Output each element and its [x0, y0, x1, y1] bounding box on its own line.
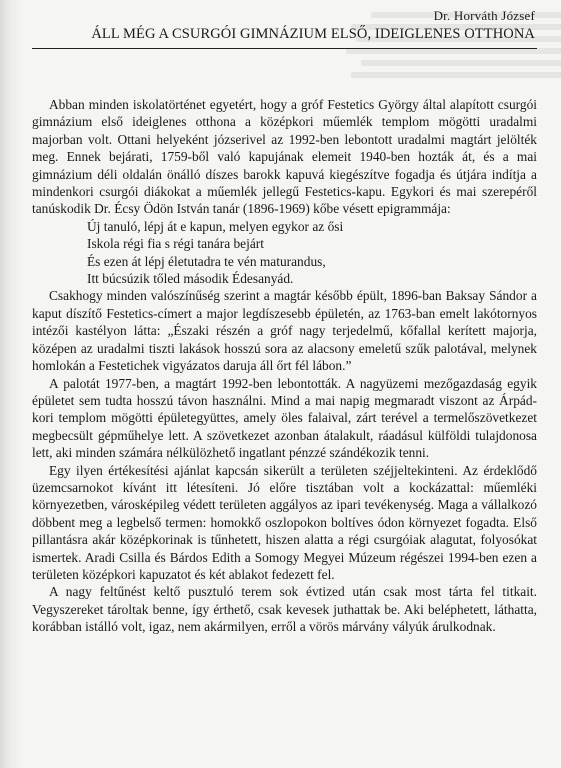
article-header — [30, 8, 535, 43]
paragraph: Abban minden iskolatörténet egyetért, hogy a gróf Festetics György által alapított csurgói gimnázium első ideiglenes otthona a középkori műemlék templom mögötti uradalmi majorban volt. Ottani helyeként józserivel az 1992-ben lebontott uradalmi magtárt jelölték meg. Ennek bejárati, 1759-ből való kapujának elemeit 1940-ben hozták át, és a mai gimnázium déli oldalán önálló díszes barokk kapuvá kiegészítve fogadja és útjára indítja a mindenkori csurgói diákokat a műemlék jellegű Festetics-kapu. Egykori és mai szerepéről tanúskodik Dr. Écsy Ödön István tanár (1896-1969) kőbe vésett epigrammája: — [32, 97, 537, 217]
paragraph: A palotát 1977-ben, a magtárt 1992-ben lebontották. A nagyüzemi mezőgazdaság egyik épületet sem tudta hosszú távon használni. Mind a mai napig megmaradt viszont az Árpád-kori templom mögötti épületegyüttes, amely öles falaival, zárt terével a termelőszövetkezet megbecsült gépműhelye lett. A szövetkezet azonban átalakult, ráadásul külföldi tulajdonosa lett, aki minden számára nélkülözhető ingatlant pénzzé szándékozik tenni. — [32, 375, 537, 461]
epigram-line: És ezen át lépj életutadra te vén maturandus, — [87, 253, 326, 269]
epigram — [87, 218, 537, 288]
epigram-line: Iskola régi fia s régi tanára bejárt — [87, 236, 264, 252]
epigram-line: Itt búcsúzik tőled második Édesanyád. — [87, 271, 294, 287]
article-body — [32, 96, 537, 636]
title-rule — [32, 48, 537, 49]
paragraph: Egy ilyen értékesítési ajánlat kapcsán sikerült a területen széjjeltekinteni. Az érdeklődő üzemcsarnokot kívánt itt létesíteni. Jó előre tisztában volt a kockázattal: műemléki környezetben, városképileg védett területen aggályos az ipari tevékenység. Maga a vállalkozó döbbent meg a legbelső termen: homokkő oszlopokon boltíves ódon környezet fogadta. Első pillantásra akár középkorinak is tűnhetett, hiszen alatta a régi csurgóiak alagutat, folyosókat ismertek. Aradi Csilla és Bárdos Edith a Somogy Megyei Múzeum régészei 1994-ben ezen a területen középkori kapuzatot és két ablakot fedezett fel. — [32, 462, 537, 582]
paragraph: Csakhogy minden valószínűség szerint a magtár később épült, 1896-ban Baksay Sándor a kaput díszítő Festetics-címert a major legdíszesebb épületén, az 1763-ban emelt lakótornyos intézői kastélyon látta: „Északi részén a gróf nagy terjedelmű, kőfallal kerített majorja, középen az uradalmi tiszti lakások hosszú sora az alacsony emeletű szűk palotával, melynek homlokán a Festetichek vigyázatos daruja áll őrt fél lábon.” — [32, 288, 537, 374]
author-name: Dr. Horváth József — [433, 8, 535, 23]
article-title: ÁLL MÉG A CSURGÓI GIMNÁZIUM ELSŐ, IDEIGLENES OTTHONA — [91, 26, 535, 42]
paragraph: A nagy feltűnést keltő pusztuló terem sok évtized után csak most tárta fel titkait. Vegyszereket tároltak benne, így érthető, csak kevesek juthattak be. Aki beléphetett, láthatta, korábban istálló volt, igaz, nem akármilyen, erről a vörös márvány vályúk árulkodnak. — [32, 584, 537, 635]
epigram-line: Új tanuló, lépj át e kapun, melyen egykor az ősi — [87, 218, 344, 234]
